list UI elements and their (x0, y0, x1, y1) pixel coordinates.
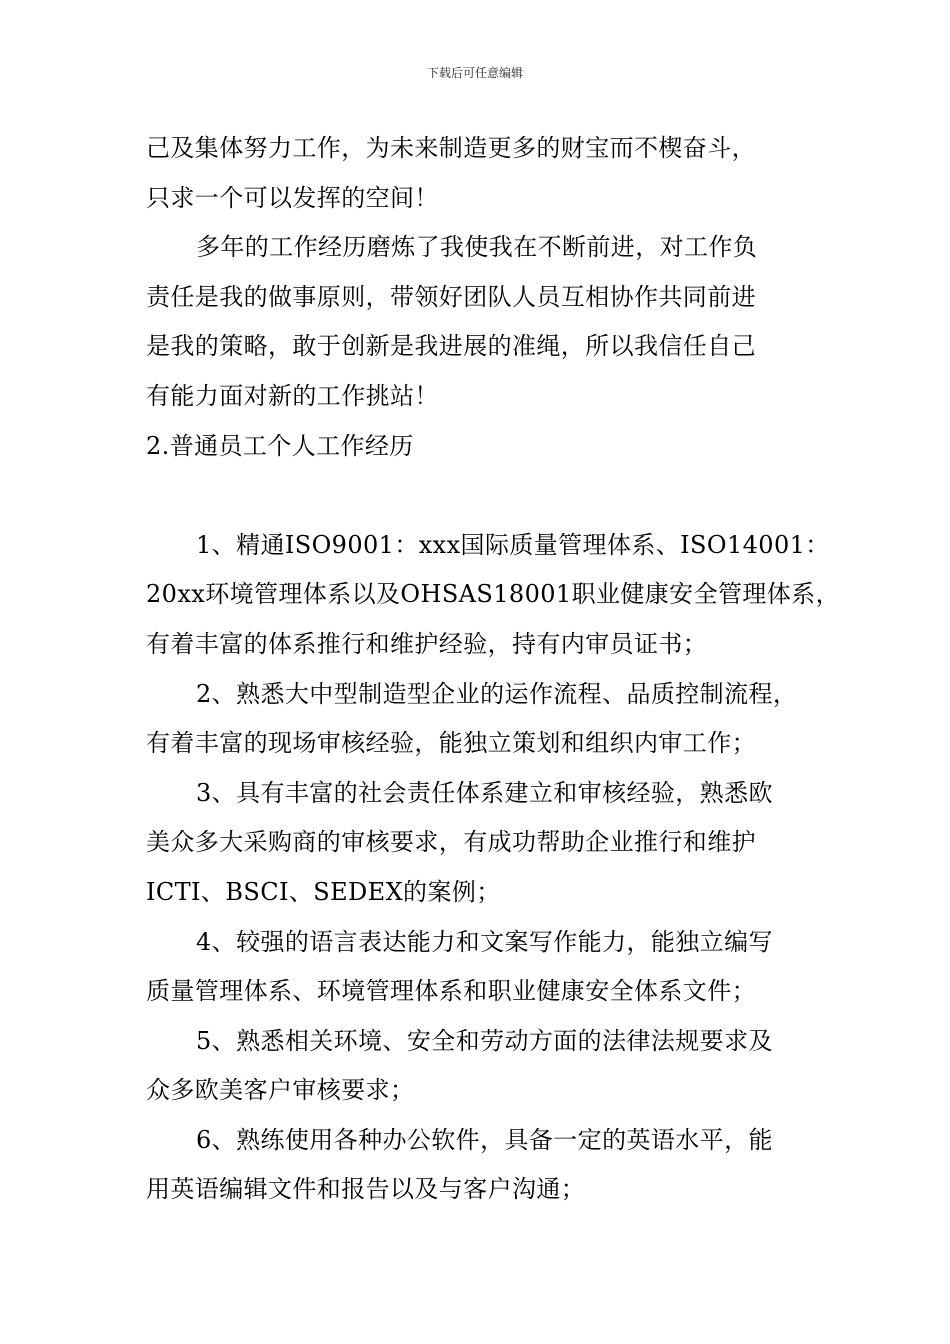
text-line: 3、具有丰富的社会责任体系建立和审核经验，熟悉欧 (196, 778, 773, 807)
blank-line (146, 471, 836, 521)
page-header: 下载后可任意编辑 (426, 66, 523, 80)
text-line: 有着丰富的体系推行和维护经验，持有内审员证书； (146, 629, 708, 658)
paragraph (146, 124, 836, 223)
text-line: 己及集体努力工作，为未来制造更多的财宝而不楔奋斗， (146, 134, 756, 162)
text-line: 责任是我的做事原则，带领好团队人员互相协作共同前进 (146, 282, 756, 311)
text-line: 有能力面对新的工作挑站！ (146, 381, 439, 410)
text-line: 4、较强的语言表达能力和文案写作能力，能独立编写 (196, 927, 773, 956)
list-item (146, 670, 836, 769)
document-body (146, 124, 840, 1215)
text-line: 1、精通ISO9001：xxx国际质量管理体系、ISO14001： (196, 530, 830, 559)
text-line: 用英语编辑文件和报告以及与客户沟通； (146, 1175, 586, 1204)
list-item (146, 769, 836, 918)
text-line: 是我的策略，敢于创新是我进展的准绳，所以我信任自己 (146, 332, 756, 361)
list-item (146, 521, 840, 670)
text-line: 20xx环境管理体系以及OHSAS18001职业健康安全管理体系， (146, 580, 840, 609)
text-line: 6、熟练使用各种办公软件，具备一定的英语水平，能 (196, 1125, 773, 1154)
text-line: 多年的工作经历磨炼了我使我在不断前进，对工作负 (196, 233, 758, 262)
text-line: ICTI、BSCI、SEDEX的案例； (146, 877, 501, 906)
text-line: 只求一个可以发挥的空间！ (146, 183, 439, 212)
text-line: 有着丰富的现场审核经验，能独立策划和组织内审工作； (146, 729, 756, 758)
text-line: 美众多大采购商的审核要求，有成功帮助企业推行和维护 (146, 828, 756, 857)
section-heading (146, 422, 836, 472)
text-line: 5、熟悉相关环境、安全和劳动方面的法律法规要求及 (196, 1026, 773, 1055)
text-line: 质量管理体系、环境管理体系和职业健康安全体系文件； (146, 977, 756, 1006)
text-line: 2、熟悉大中型制造型企业的运作流程、品质控制流程， (196, 679, 798, 708)
list-item (146, 1017, 836, 1116)
section-title: 2.普通员工个人工作经历 (146, 431, 414, 460)
list-item (146, 1116, 836, 1215)
paragraph (146, 223, 836, 421)
list-item (146, 918, 836, 1017)
text-line: 众多欧美客户审核要求； (146, 1076, 415, 1105)
